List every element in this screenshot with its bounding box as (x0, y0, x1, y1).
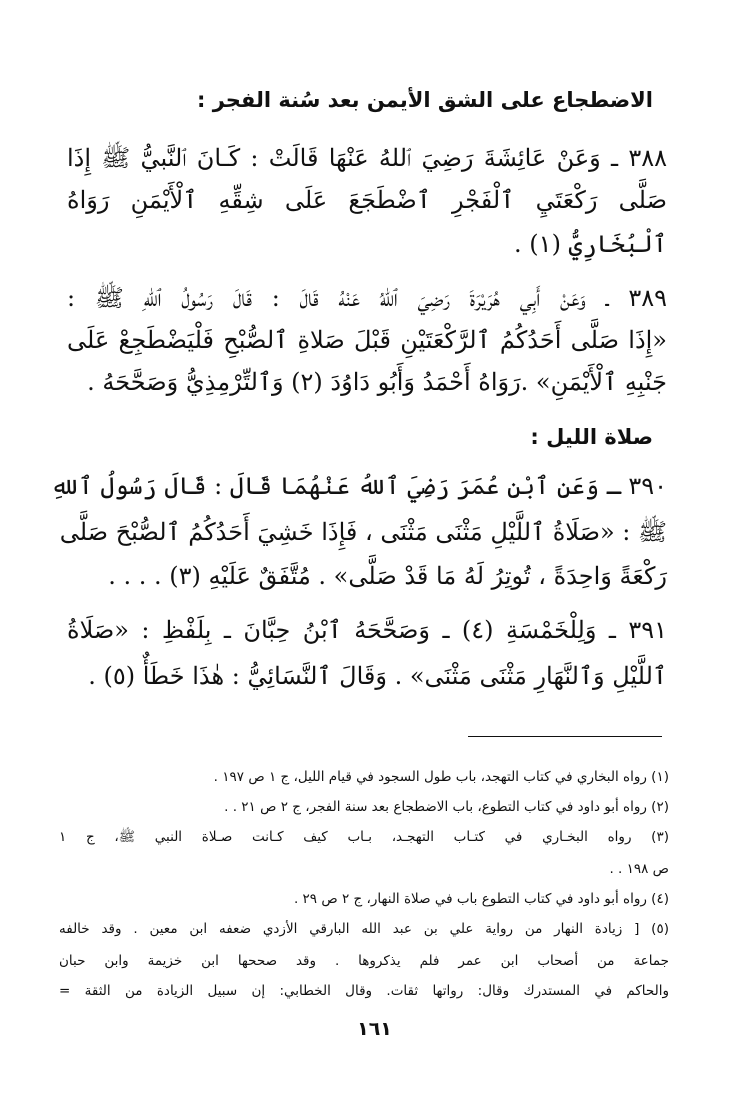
footnote-3-line-2: ص ١٩٨ . . (609, 861, 669, 877)
hadith-388-line-2: صَلَّى رَكْعَتَيِ ٱلْفَجْرِ ٱضْطَجَعَ عَلَى شِقِّهِ ٱلْأَيْمَنِ رَوَاهُ (67, 186, 667, 214)
hadith-388-line-3: ٱلْبُخَارِيُّ (١) . (514, 230, 667, 258)
hadith-389-line-1: ٣٨٩ ـ وَعَنْ أَبِي هُرَيْرَةَ رَضِيَ ٱللهُ عَنْهُ قَالَ : قَالَ رَسُولُ ٱللهِ ﷺ : (67, 284, 667, 312)
footnote-3-line-1: (٣) رواه البخـاري في كتـاب التهجـد، بـاب كيف كـانت صـلاة النبي ﷺ، ج ١ (59, 829, 669, 845)
hadith-391-line-1: ٣٩١ ـ وَلِلْخَمْسَةِ (٤) ـ وَصَحَّحَهُ ٱبْنُ حِبَّانَ ـ بِلَفْظِ : «صَلَاةُ (67, 616, 667, 644)
footnote-2: (٢) رواه أبو داود في كتاب التطوع، باب الاضطجاع بعد سنة الفجر، ج ٢ ص ٢١ . . (224, 799, 669, 815)
hadith-389-line-2: «إِذَا صَلَّى أَحَدُكُمُ ٱلرَّكْعَتَيْنِ قَبْلَ صَلاةِ ٱلصُّبْحِ فَلْيَضْطَجِعْ عَلَى (67, 326, 667, 354)
page-number: ١٦١ (357, 1018, 392, 1040)
hadith-390-line-3: رَكْعَةً وَاحِدَةً ، تُوتِرُ لَهُ مَا قَدْ صَلَّى» . مُتَّفَقٌ عَلَيْهِ (٣) . . . . (108, 562, 667, 590)
hadith-388-line-1: ٣٨٨ ـ وَعَنْ عَائِشَةَ رَضِيَ ٱللهُ عَنْهَا قَالَتْ : كَـانَ ٱلنَّبيُّ ﷺ إِذَا (67, 144, 667, 172)
section-heading-fajr-lying: الاضطجاع على الشق الأيمن بعد سُنة الفجر : (197, 88, 653, 112)
footnote-5-line-3: والحاكم في المستدرك وقال: رواتها ثقات. وقال الخطابي: إن سبيل الزيادة من الثقة = (59, 983, 669, 999)
footnote-separator (468, 736, 662, 737)
footnote-5-line-1: (٥) [ زيادة النهار من رواية علي بن عبد الله البارقي الأزدي ضعفه ابن معين . وقد خالفه (59, 921, 669, 937)
footnote-4: (٤) رواه أبو داود في كتاب التطوع باب في صلاة النهار، ج ٢ ص ٢٩ . (293, 891, 669, 907)
hadith-390-line-1: ٣٩٠ ـ وَعَنِ ٱبْنِ عُمَرَ رَضِيَ ٱللهُ عَنْهُمَا قَالَ : قَالَ رَسُولُ ٱللهِ (50, 472, 667, 500)
hadith-391-line-2: ٱللَّيْلِ وَٱلنَّهَارِ مَثْنَى مَثْنَى» . وَقَالَ ٱلنَّسَائِيُّ : هٰذَا خَطَأٌ (٥) . (88, 662, 667, 690)
footnote-1: (١) رواه البخاري في كتاب التهجد، باب طول السجود في قيام الليل، ج ١ ص ١٩٧ . (213, 769, 669, 785)
hadith-390-line-2: ﷺ : «صَلَاةُ ٱللَّيْلِ مَثْنَى مَثْنَى ، فَإِذَا خَشِيَ أَحَدُكُمُ ٱلصُّبْحَ صَلَّى (59, 518, 667, 546)
section-heading-night-prayer: صلاة الليل : (530, 425, 653, 449)
footnote-5-line-2: جماعة من أصحاب ابن عمر فلم يذكروها . وقد صححها ابن خزيمة وابن حبان (59, 953, 669, 969)
hadith-389-line-3: جَنْبِهِ ٱلْأَيْمَنِ» .رَوَاهُ أَحْمَدُ وَأَبُو دَاوُدَ (٢) وَٱلتِّرْمِذِيُّ وَصَحَّحَهُ . (87, 368, 667, 396)
